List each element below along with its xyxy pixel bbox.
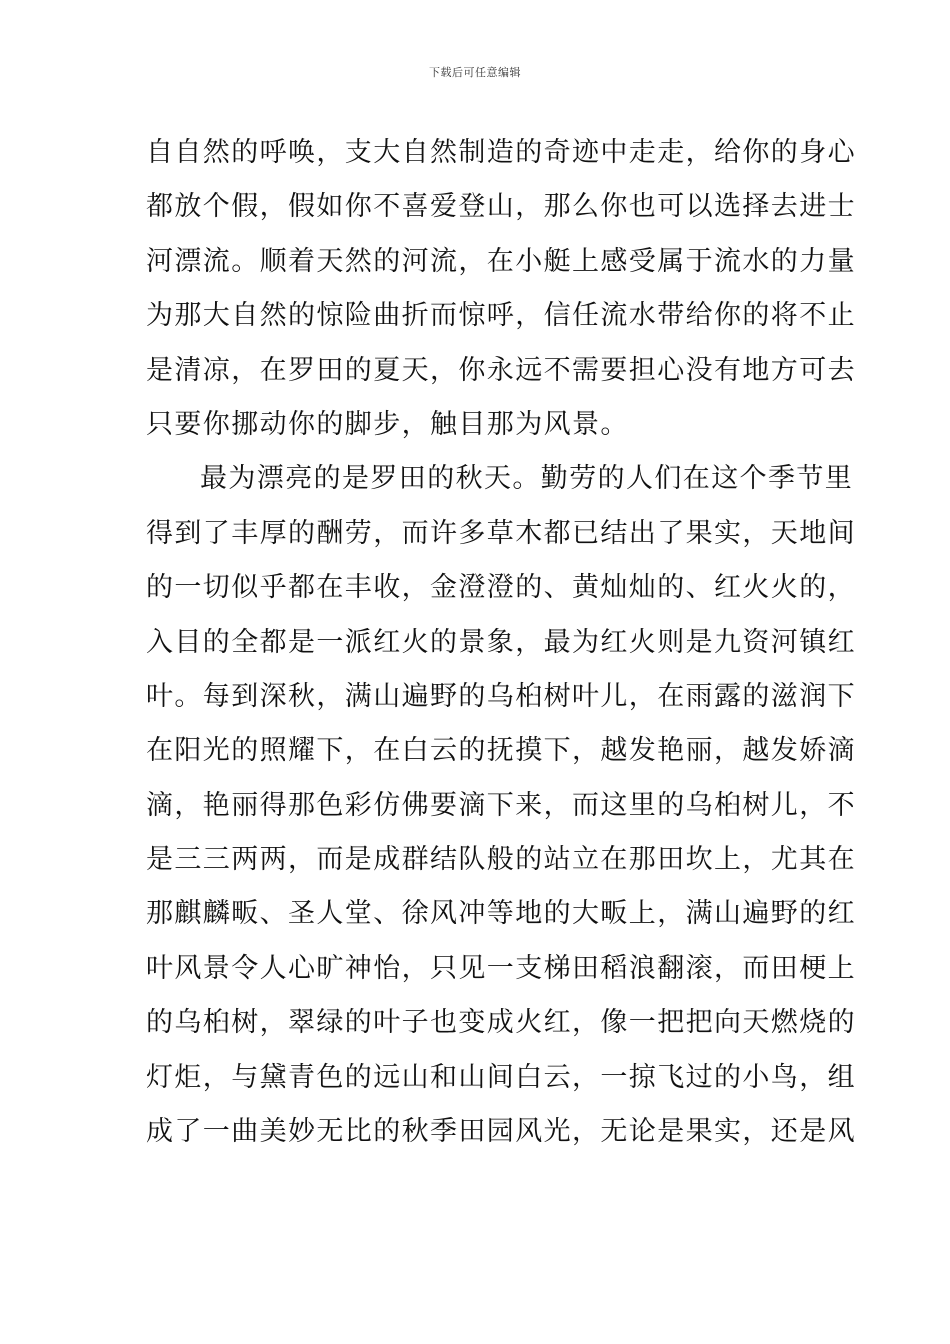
text-line: 自自然的呼唤，支大自然制造的奇迹中走走，给你的身心	[146, 137, 856, 168]
page-header: 下载后可任意编辑	[429, 66, 521, 79]
paragraph-2	[146, 454, 856, 1161]
text-line: 叶风景令人心旷神怡，只见一支梯田稻浪翻滚，而田梗上	[146, 952, 856, 984]
text-line: 的乌桕树，翠绿的叶子也变成火红，像一把把向天燃烧的	[146, 1007, 856, 1039]
text-line: 是三三两两，而是成群结队般的站立在那田坎上，尤其在	[146, 844, 856, 876]
text-line: 成了一曲美妙无比的秋季田园风光，无论是果实，还是风	[146, 1116, 856, 1148]
document-body	[146, 128, 856, 1161]
text-line: 为那大自然的惊险曲折而惊呼，信任流水带给你的将不止	[146, 300, 856, 332]
text-line: 河漂流。顺着天然的河流，在小艇上感受属于流水的力量	[146, 245, 856, 277]
text-line: 灯炬，与黛青色的远山和山间白云，一掠飞过的小鸟，组	[146, 1061, 856, 1093]
text-line: 那麒麟畈、圣人堂、徐风冲等地的大畈上，满山遍野的红	[146, 898, 856, 930]
text-line: 入目的全都是一派红火的景象，最为红火则是九资河镇红	[146, 626, 856, 658]
text-line: 只要你挪动你的脚步，触目那为风景。	[146, 408, 629, 440]
paragraph-1	[146, 128, 856, 454]
text-line: 的一切似乎都在丰收，金澄澄的、黄灿灿的、红火火的，	[146, 572, 856, 604]
text-line: 是清凉，在罗田的夏天，你永远不需要担心没有地方可去	[146, 354, 856, 386]
text-line: 最为漂亮的是罗田的秋天。勤劳的人们在这个季节里	[200, 463, 854, 495]
text-line: 都放个假，假如你不喜爱登山，那么你也可以选择去进士	[146, 191, 856, 223]
text-line: 在阳光的照耀下，在白云的抚摸下，越发艳丽，越发娇滴	[146, 735, 856, 767]
text-line: 叶。每到深秋，满山遍野的乌桕树叶儿，在雨露的滋润下	[146, 680, 856, 712]
text-line: 滴，艳丽得那色彩仿佛要滴下来，而这里的乌桕树儿，不	[146, 789, 856, 821]
text-line: 得到了丰厚的酬劳，而许多草木都已结出了果实，天地间	[146, 517, 856, 549]
